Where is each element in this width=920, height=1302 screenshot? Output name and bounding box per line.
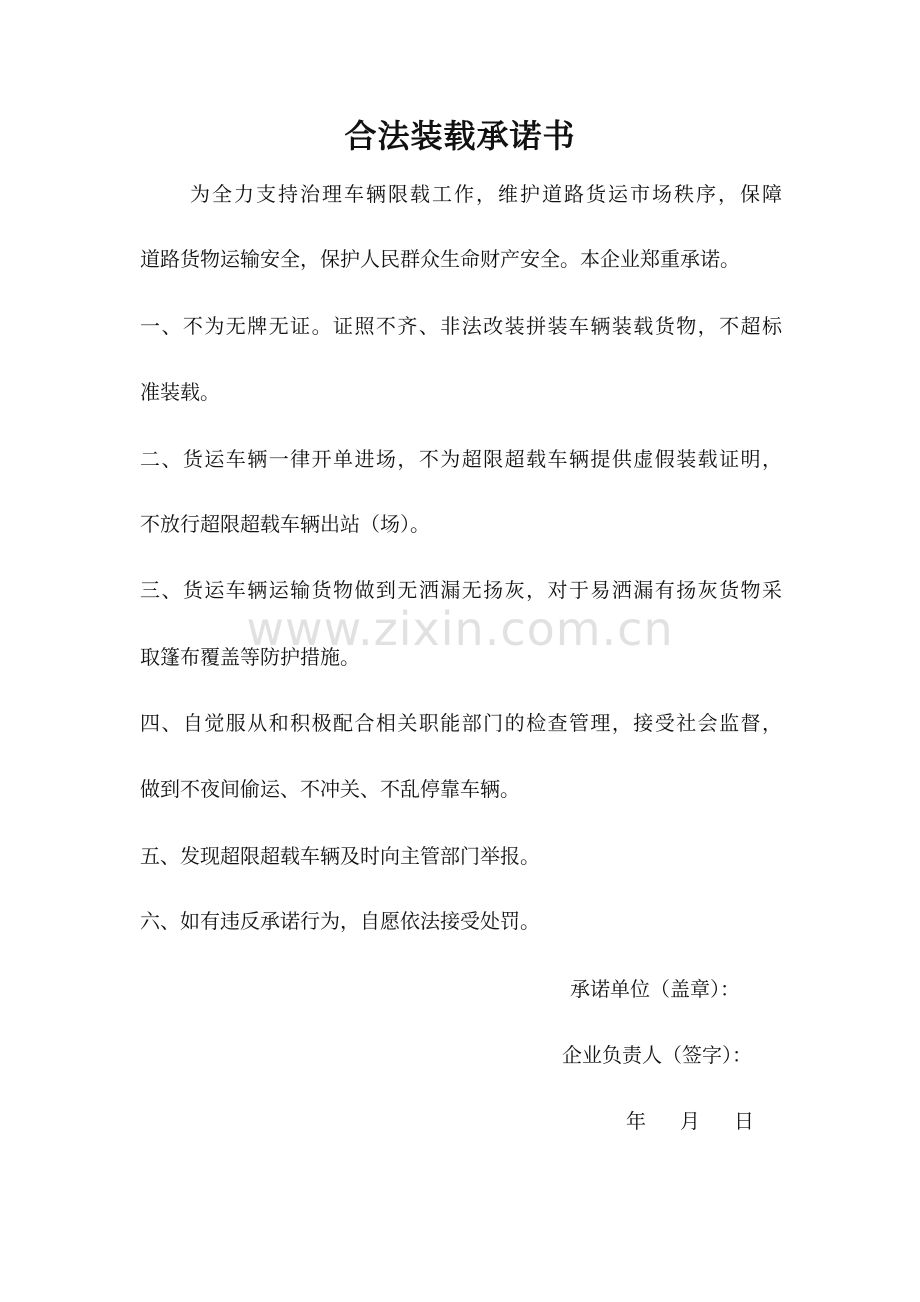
item-4-line-2: 做到不夜间偷运、不冲关、不乱停靠车辆。 [140, 777, 520, 801]
item-2-line-1: 二、货运车辆一律开单进场，不为超限超载车辆提供虚假装载证明， [140, 447, 782, 471]
date-year-label: 年 [626, 1109, 646, 1133]
item-2-line-2: 不放行超限超载车辆出站（场）。 [140, 512, 430, 536]
watermark: www.zixin.com.cn [246, 602, 674, 656]
enterprise-head-label: 企业负责人（签字）： [562, 1043, 752, 1067]
item-6-line-1: 六、如有违反承诺行为，自愿依法接受处罚。 [140, 909, 540, 933]
item-4-line-1: 四、自觉服从和积极配合相关职能部门的检查管理，接受社会监督， [140, 711, 782, 735]
item-5-line-1: 五、发现超限超载车辆及时向主管部门举报。 [140, 844, 540, 868]
intro-line-1: 为全力支持治理车辆限载工作，维护道路货运市场秩序，保障 [190, 182, 782, 206]
intro-line-2: 道路货物运输安全，保护人民群众生命财产安全。本企业郑重承诺。 [140, 247, 740, 271]
item-1-line-1: 一、不为无牌无证。证照不齐、非法改装拼装车辆装载货物，不超标 [140, 314, 782, 338]
date-month-label: 月 [680, 1109, 700, 1133]
date-day-label: 日 [734, 1109, 754, 1133]
item-3-line-1: 三、货运车辆运输货物做到无洒漏无扬灰，对于易洒漏有扬灰货物采 [140, 578, 782, 602]
document-title: 合法装载承诺书 [344, 117, 576, 155]
item-3-line-2: 取篷布覆盖等防护措施。 [140, 645, 360, 669]
promising-unit-label: 承诺单位（盖章）： [570, 977, 740, 1001]
item-1-line-2: 准装载。 [140, 380, 220, 404]
